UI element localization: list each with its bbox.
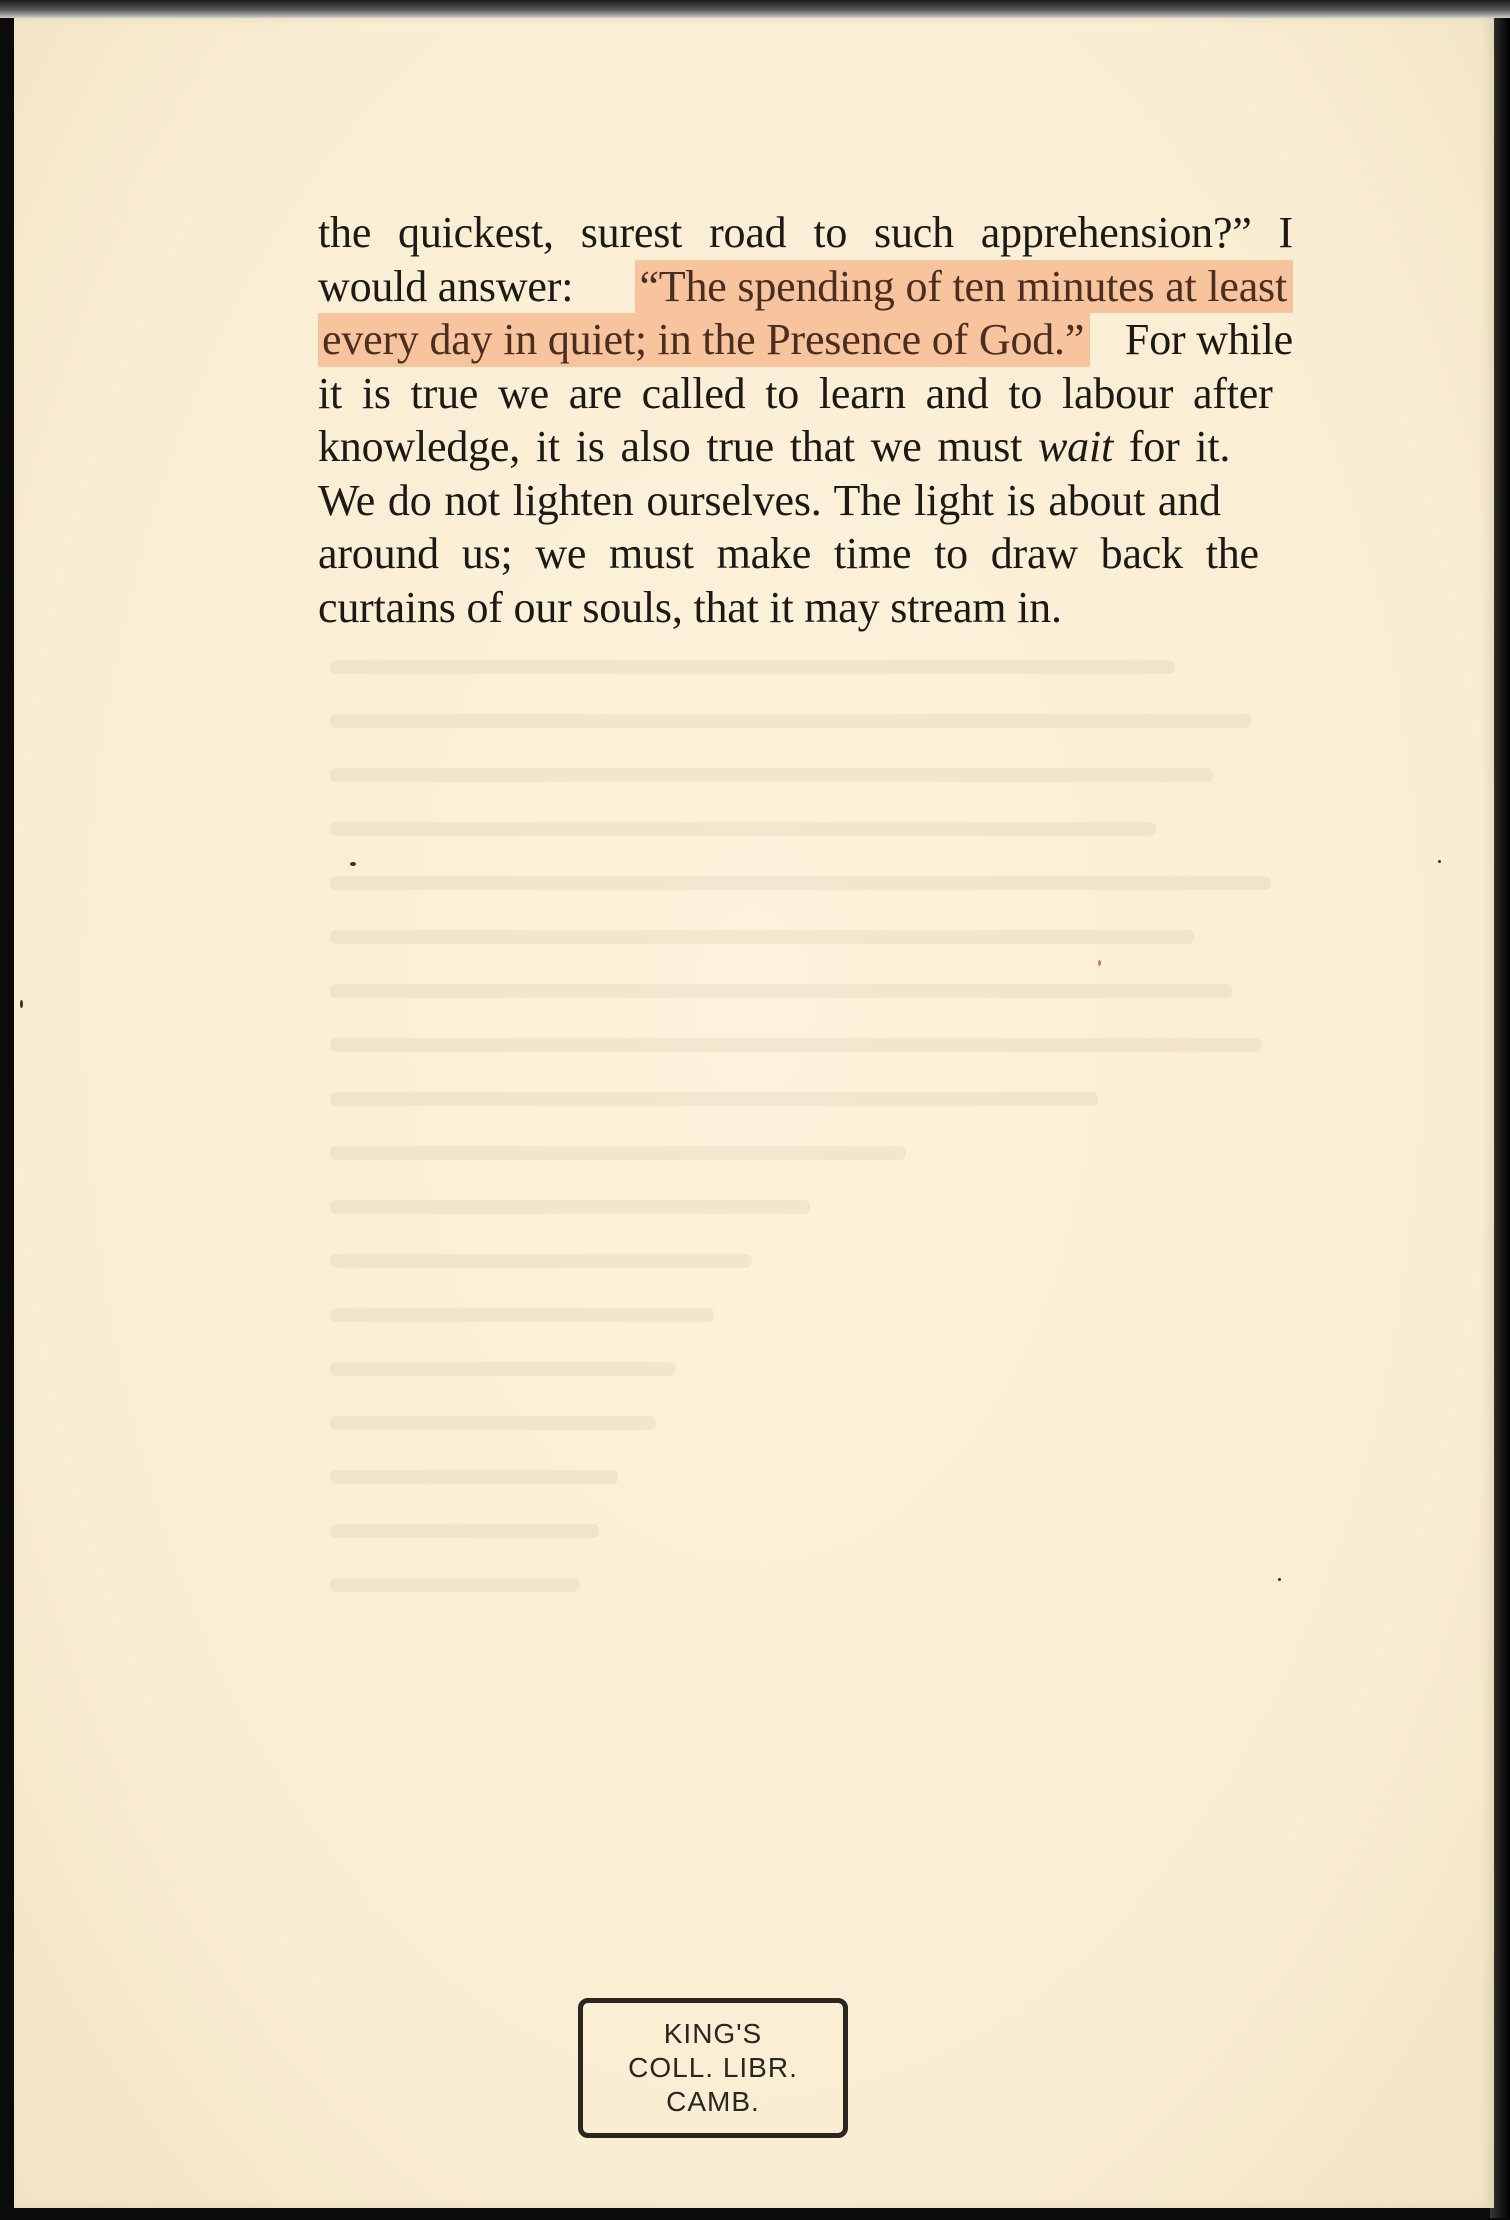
word: surest xyxy=(580,208,683,257)
word: such xyxy=(874,208,954,257)
paper-speck xyxy=(350,862,356,866)
highlighted-quote-part-1[interactable]: “The spending of ten minutes at least xyxy=(635,260,1293,314)
word: the xyxy=(318,208,372,257)
text-line-4: it is true we are called to learn and to labour after xyxy=(318,368,1273,418)
word: apprehension?” xyxy=(980,208,1252,257)
text-line-5 xyxy=(318,420,1293,474)
text-plain: would answer: xyxy=(318,261,574,311)
text-plain: knowledge, it is also true that we must xyxy=(318,422,1023,471)
scan-top-edge xyxy=(0,0,1510,18)
stamp-line: CAMB. xyxy=(666,2086,760,2117)
text-line-6: We do not lighten ourselves. The light is about and xyxy=(318,475,1221,525)
stamp-line: COLL. LIBR. xyxy=(628,2052,798,2083)
show-through-text xyxy=(330,660,1290,1680)
paper-speck xyxy=(1438,860,1441,863)
italic-word: wait xyxy=(1038,422,1114,471)
paper-speck xyxy=(1098,960,1101,966)
word: quickest, xyxy=(398,208,554,257)
text-plain: for it. xyxy=(1128,422,1231,471)
highlighted-quote-part-2[interactable]: every day in quiet; in the Presence of God.” xyxy=(318,313,1090,367)
word: I xyxy=(1278,208,1293,257)
word: to xyxy=(813,208,848,257)
text-line-7: around us; we must make time to draw back the xyxy=(318,529,1259,578)
body-text xyxy=(318,206,1293,634)
text-line-2 xyxy=(318,260,1293,314)
text-line-1 xyxy=(318,206,1293,260)
stamp-line: KING'S xyxy=(663,2018,763,2049)
text-plain: For while xyxy=(1124,315,1293,364)
text-line-3 xyxy=(318,313,1293,367)
word: road xyxy=(709,208,787,257)
paper-speck xyxy=(1278,1578,1281,1581)
library-stamp xyxy=(578,1998,848,2138)
text-line-8: curtains of our souls, that it may stream in. xyxy=(318,582,1062,632)
paper-speck xyxy=(20,1000,23,1008)
